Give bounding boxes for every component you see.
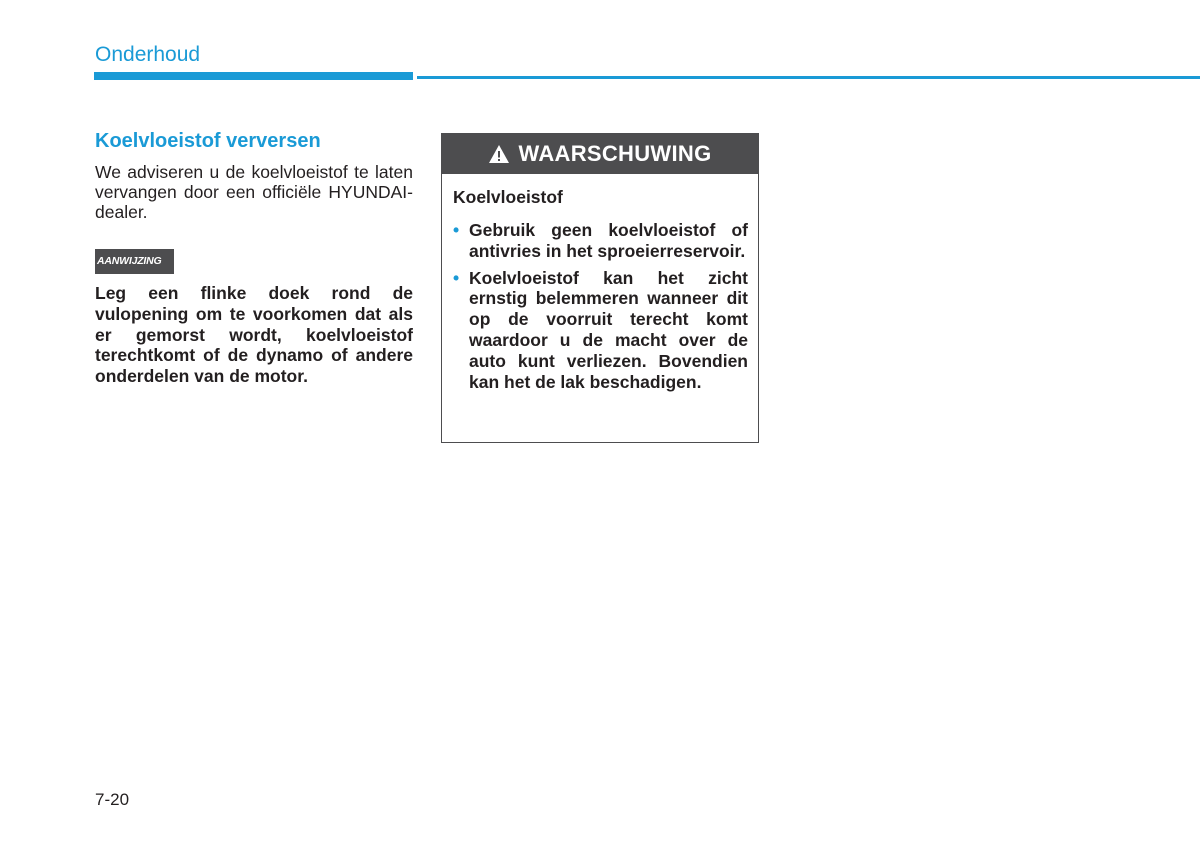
- note-text: Leg een flinke doek rond de vulopening om te voorkomen dat als er gemorst wordt, koelvloeistof terechtkomt of de dynamo of andere onderdelen van de motor.: [95, 283, 413, 387]
- header-rule-thin: [417, 76, 1200, 79]
- warning-box: [441, 133, 759, 443]
- warning-subtitle: Koelvloeistof: [453, 187, 563, 207]
- warning-item-text: Gebruik geen koelvloeistof of antivries in het sproeierreservoir.: [469, 220, 748, 261]
- warning-item-text: Koelvloeistof kan het zicht ernstig belemmeren wanneer dit op de voorruit terecht komt waardoor u de macht over de auto kunt verliezen. Bovendien kan het de lak beschadigen.: [469, 267, 748, 392]
- warning-list: [453, 220, 748, 392]
- bullet-icon: •: [453, 267, 460, 288]
- warning-list-item: [453, 268, 748, 393]
- note-label: AANWIJZING: [95, 249, 174, 274]
- warning-title: WAARSCHUWING: [518, 141, 712, 166]
- left-column: [95, 128, 413, 387]
- topic-heading: Koelvloeistof verversen: [95, 130, 321, 152]
- intro-paragraph: We adviseren u de koelvloeistof te laten vervangen door een officiële HYUNDAI-dealer.: [95, 162, 413, 222]
- warning-triangle-icon: [488, 144, 510, 164]
- warning-body: [442, 174, 758, 392]
- section-title: Onderhoud: [95, 43, 201, 66]
- page-number: 7-20: [95, 790, 130, 809]
- bullet-icon: •: [453, 220, 460, 240]
- warning-list-item: [453, 220, 748, 262]
- header-rule-thick: [94, 72, 413, 80]
- warning-header: [442, 134, 758, 174]
